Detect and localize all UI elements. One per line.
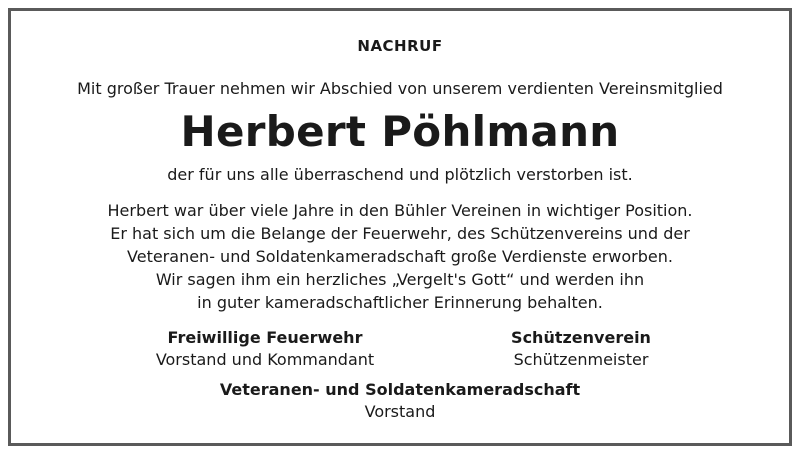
body-line: Wir sagen ihm ein herzliches „Vergelt's Gott“ und werden ihn (155, 270, 645, 289)
body-line: Veteranen- und Soldatenkameradschaft große Verdienste erworben. (127, 247, 673, 266)
signatory-organization: Freiwillige Feuerwehr (167, 328, 363, 347)
signatory-role: Vorstand und Kommandant (155, 350, 375, 369)
notice-intro: Mit großer Trauer nehmen wir Abschied von unserem verdienten Vereinsmitglied (77, 79, 723, 98)
signatory-veterans (11, 379, 789, 423)
body-line: Er hat sich um die Belange der Feuerwehr, des Schützenvereins und der (110, 224, 690, 243)
signatory-organization: Schützenverein (511, 328, 651, 347)
signatory-organization: Veteranen- und Soldatenkameradschaft (219, 380, 581, 399)
obituary-notice (8, 8, 792, 446)
notice-subline: der für uns alle überraschend und plötzlich verstorben ist. (167, 165, 633, 184)
deceased-name: Herbert Pöhlmann (180, 107, 620, 156)
signatory-role: Schützenmeister (513, 350, 649, 369)
body-line: Herbert war über viele Jahre in den Bühler Vereinen in wichtiger Position. (107, 201, 693, 220)
notice-body (11, 199, 789, 314)
signatory-role: Vorstand (364, 402, 436, 421)
notice-heading: NACHRUF (357, 37, 443, 55)
body-line: in guter kameradschaftlicher Erinnerung behalten. (197, 293, 603, 312)
signatory-shooting-club (481, 327, 681, 371)
signatory-fire-brigade (145, 327, 385, 371)
